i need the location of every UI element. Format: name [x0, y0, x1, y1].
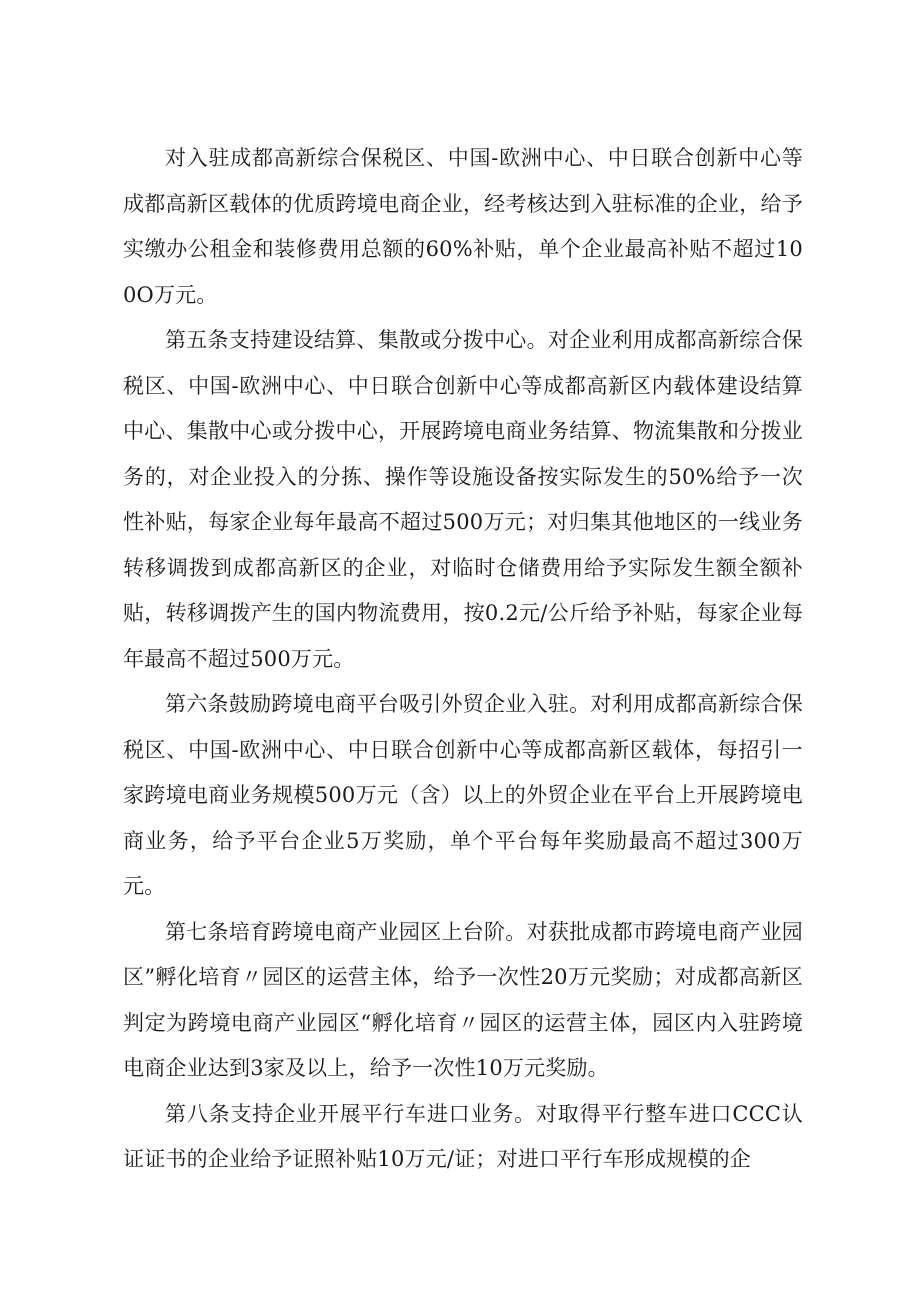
paragraph-article-7: 第七条培育跨境电商产业园区上台阶。对获批成都市跨境电商产业园区”孵化培育〃园区的运营主体，给予一次性20万元奖励；对成都高新区判定为跨境电商产业园区“孵化培育〃园区的运营主体，园区内入驻跨境电商企业达到3家及以上，给予一次性10万元奖励。	[123, 919, 803, 1080]
paragraph-bonded-zone-subsidy: 对入驻成都高新综合保税区、中国-欧洲中心、中日联合创新中心等成都高新区载体的优质跨境电商企业，经考核达到入驻标准的企业，给予实缴办公租金和装修费用总额的60%补贴，单个企业最高补贴不超过100O万元。	[123, 146, 803, 307]
paragraph-article-6: 第六条鼓励跨境电商平台吸引外贸企业入驻。对利用成都高新综合保税区、中国-欧洲中心、中日联合创新中心等成都高新区载体，每招引一家跨境电商业务规模500万元（含）以上的外贸企业在平台上开展跨境电商业务，给予平台企业5万奖励，单个平台每年奖励最高不超过300万元。	[123, 692, 803, 898]
document-body	[123, 136, 803, 1183]
paragraph-article-8: 第八条支持企业开展平行车进口业务。对取得平行整车进口CCC认证证书的企业给予证照补贴10万元/证；对进口平行车形成规模的企	[123, 1101, 803, 1171]
paragraph-article-5: 第五条支持建设结算、集散或分拨中心。对企业利用成都高新综合保税区、中国-欧洲中心、中日联合创新中心等成都高新区内载体建设结算中心、集散中心或分拨中心，开展跨境电商业务结算、物流集散和分拨业务的，对企业投入的分拣、操作等设施设备按实际发生的50%给予一次性补贴，每家企业每年最高不超过500万元；对归集其他地区的一线业务转移调拨到成都高新区的企业，对临时仓储费用给予实际发生额全额补贴，转移调拨产生的国内物流费用，按0.2元/公斤给予补贴，每家企业每年最高不超过500万元。	[123, 328, 803, 671]
